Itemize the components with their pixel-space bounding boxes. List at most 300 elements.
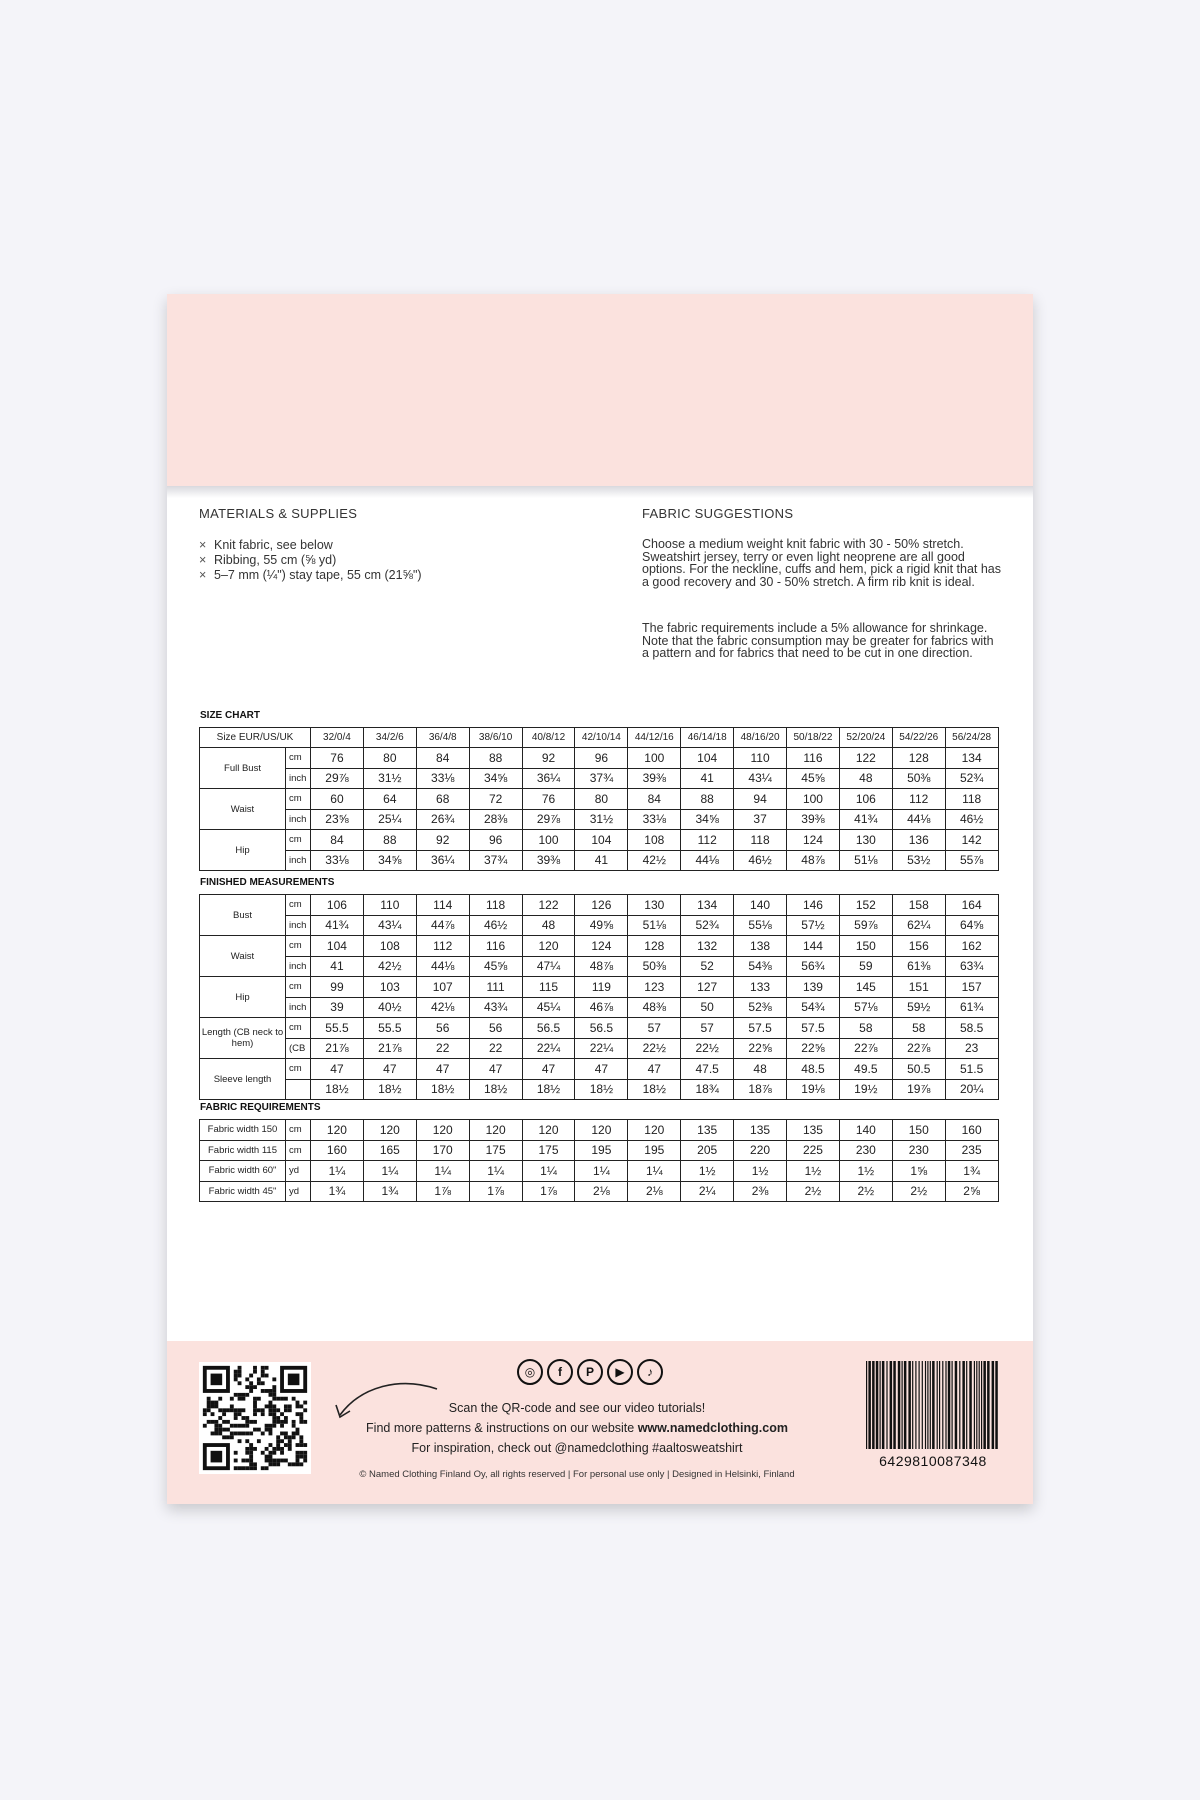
row-label: Fabric width 150 (200, 1120, 286, 1141)
value-cell: 56 (469, 1018, 522, 1039)
value-cell: 96 (469, 830, 522, 851)
unit-cell: cm (286, 895, 311, 916)
value-cell: 156 (892, 936, 945, 957)
value-cell: 120 (522, 1120, 575, 1141)
value-cell: 44⅛ (681, 850, 734, 871)
fabric-suggestions-title: FABRIC SUGGESTIONS (642, 506, 794, 521)
value-cell: 39 (311, 997, 364, 1018)
value-cell: 46½ (945, 809, 998, 830)
value-cell: 120 (628, 1120, 681, 1141)
value-cell: 21⅞ (311, 1038, 364, 1059)
value-cell: 23 (945, 1038, 998, 1059)
value-cell: 94 (734, 789, 787, 810)
value-cell: 1½ (839, 1161, 892, 1182)
value-cell: 43¼ (734, 768, 787, 789)
value-cell: 51.5 (945, 1059, 998, 1080)
value-cell: 28⅜ (469, 809, 522, 830)
value-cell: 43¼ (363, 915, 416, 936)
value-cell: 104 (575, 830, 628, 851)
value-cell: 39⅜ (787, 809, 840, 830)
barcode (864, 1361, 1002, 1449)
value-cell: 2¼ (681, 1181, 734, 1202)
instagram-icon[interactable]: ◎ (517, 1359, 543, 1385)
band-shadow (167, 486, 1033, 498)
value-cell: 22 (469, 1038, 522, 1059)
value-cell: 120 (522, 936, 575, 957)
value-cell: 57.5 (734, 1018, 787, 1039)
value-cell: 41¾ (311, 915, 364, 936)
fabric-allowance-text: The fabric requirements include a 5% allowance for shrinkage. Note that the fabric consumption may be greater for fabrics with a pattern and for fabrics that need to be cut in one direction. (642, 621, 994, 660)
size-header-cell: 40/8/12 (522, 728, 575, 748)
row-label: Waist (200, 789, 286, 830)
value-cell: 47 (469, 1059, 522, 1080)
size-header-cell: 42/10/14 (575, 728, 628, 748)
size-header-cell: 38/6/10 (469, 728, 522, 748)
value-cell: 18⅞ (734, 1079, 787, 1100)
value-cell: 42½ (363, 956, 416, 977)
row-label: Fabric width 115 (200, 1140, 286, 1161)
value-cell: 36¼ (522, 768, 575, 789)
value-cell: 120 (416, 1120, 469, 1141)
value-cell: 122 (839, 748, 892, 769)
unit-cell: cm (286, 748, 311, 769)
value-cell: 99 (311, 977, 364, 998)
value-cell: 53½ (892, 850, 945, 871)
value-cell: 120 (575, 1120, 628, 1141)
list-item: × Ribbing, 55 cm (⅝ yd) (199, 553, 337, 567)
value-cell: 1¾ (311, 1181, 364, 1202)
value-cell: 22⅞ (839, 1038, 892, 1059)
value-cell: 45⅝ (469, 956, 522, 977)
unit-cell: cm (286, 789, 311, 810)
value-cell: 220 (734, 1140, 787, 1161)
value-cell: 107 (416, 977, 469, 998)
pattern-envelope-back (167, 294, 1033, 1504)
value-cell: 49⅝ (575, 915, 628, 936)
value-cell: 48 (522, 915, 575, 936)
value-cell: 160 (311, 1140, 364, 1161)
value-cell: 45¼ (522, 997, 575, 1018)
value-cell: 23⅝ (311, 809, 364, 830)
table-header-row (200, 728, 999, 748)
value-cell: 152 (839, 895, 892, 916)
unit-cell: cm (286, 1120, 311, 1141)
value-cell: 128 (892, 748, 945, 769)
value-cell: 160 (945, 1120, 998, 1141)
value-cell: 157 (945, 977, 998, 998)
fabric-requirements-title: FABRIC REQUIREMENTS (200, 1102, 321, 1113)
value-cell: 19½ (839, 1079, 892, 1100)
value-cell: 47¼ (522, 956, 575, 977)
value-cell: 52¾ (945, 768, 998, 789)
row-label: Hip (200, 977, 286, 1018)
value-cell: 175 (522, 1140, 575, 1161)
value-cell: 46½ (734, 850, 787, 871)
value-cell: 2⅜ (734, 1181, 787, 1202)
value-cell: 114 (416, 895, 469, 916)
value-cell: 1⅞ (416, 1181, 469, 1202)
value-cell: 48 (734, 1059, 787, 1080)
value-cell: 56¾ (787, 956, 840, 977)
value-cell: 96 (575, 748, 628, 769)
value-cell: 225 (787, 1140, 840, 1161)
value-cell: 59 (839, 956, 892, 977)
value-cell: 39⅜ (522, 850, 575, 871)
value-cell: 18½ (628, 1079, 681, 1100)
table-row (200, 1059, 999, 1080)
value-cell: 50⅜ (628, 956, 681, 977)
value-cell: 1¼ (311, 1161, 364, 1182)
value-cell: 41¾ (839, 809, 892, 830)
value-cell: 51⅛ (839, 850, 892, 871)
value-cell: 18½ (522, 1079, 575, 1100)
value-cell: 138 (734, 936, 787, 957)
value-cell: 54⅜ (734, 956, 787, 977)
value-cell: 1¼ (363, 1161, 416, 1182)
value-cell: 63¾ (945, 956, 998, 977)
value-cell: 20¼ (945, 1079, 998, 1100)
value-cell: 136 (892, 830, 945, 851)
value-cell: 135 (787, 1120, 840, 1141)
value-cell: 108 (628, 830, 681, 851)
unit-cell: inch (286, 850, 311, 871)
value-cell: 54¾ (787, 997, 840, 1018)
value-cell: 57½ (787, 915, 840, 936)
value-cell: 19⅛ (787, 1079, 840, 1100)
value-cell: 134 (945, 748, 998, 769)
value-cell: 60 (311, 789, 364, 810)
value-cell: 52 (681, 956, 734, 977)
value-cell: 162 (945, 936, 998, 957)
value-cell: 106 (839, 789, 892, 810)
value-cell: 150 (892, 1120, 945, 1141)
value-cell: 132 (681, 936, 734, 957)
table-row (200, 748, 999, 769)
value-cell: 2⅛ (575, 1181, 628, 1202)
value-cell: 31½ (575, 809, 628, 830)
value-cell: 68 (416, 789, 469, 810)
value-cell: 55.5 (311, 1018, 364, 1039)
value-cell: 47 (522, 1059, 575, 1080)
value-cell: 47 (416, 1059, 469, 1080)
value-cell: 37 (734, 809, 787, 830)
row-label: Fabric width 60" (200, 1161, 286, 1182)
value-cell: 135 (734, 1120, 787, 1141)
value-cell: 1¼ (575, 1161, 628, 1182)
value-cell: 18¾ (681, 1079, 734, 1100)
table-row (200, 936, 999, 957)
unit-cell: (CB (286, 1038, 311, 1059)
website-line: Find more patterns & instructions on our website www.namedclothing.com (366, 1421, 788, 1435)
value-cell: 133 (734, 977, 787, 998)
value-cell: 205 (681, 1140, 734, 1161)
value-cell: 230 (839, 1140, 892, 1161)
value-cell: 120 (311, 1120, 364, 1141)
value-cell: 37¾ (575, 768, 628, 789)
value-cell: 1⅞ (522, 1181, 575, 1202)
value-cell: 47.5 (681, 1059, 734, 1080)
value-cell: 22⅞ (892, 1038, 945, 1059)
value-cell: 72 (469, 789, 522, 810)
table-row (200, 1079, 999, 1100)
value-cell: 1¼ (522, 1161, 575, 1182)
value-cell: 56.5 (522, 1018, 575, 1039)
unit-cell: inch (286, 997, 311, 1018)
unit-cell: inch (286, 809, 311, 830)
size-header-cell: 50/18/22 (787, 728, 840, 748)
qr-code[interactable] (199, 1362, 311, 1474)
value-cell: 22¼ (522, 1038, 575, 1059)
value-cell: 46⅞ (575, 997, 628, 1018)
value-cell: 80 (363, 748, 416, 769)
size-header-cell: 56/24/28 (945, 728, 998, 748)
value-cell: 64 (363, 789, 416, 810)
table-row (200, 768, 999, 789)
value-cell: 230 (892, 1140, 945, 1161)
value-cell: 1⅞ (469, 1181, 522, 1202)
unit-cell: cm (286, 1059, 311, 1080)
table-row (200, 789, 999, 810)
value-cell: 76 (311, 748, 364, 769)
value-cell: 150 (839, 936, 892, 957)
value-cell: 165 (363, 1140, 416, 1161)
value-cell: 104 (311, 936, 364, 957)
value-cell: 29⅞ (311, 768, 364, 789)
value-cell: 124 (787, 830, 840, 851)
size-header-cell: 48/16/20 (734, 728, 787, 748)
youtube-icon[interactable]: ▶ (607, 1359, 633, 1385)
value-cell: 45⅝ (787, 768, 840, 789)
value-cell: 22¼ (575, 1038, 628, 1059)
value-cell: 42½ (628, 850, 681, 871)
value-cell: 195 (575, 1140, 628, 1161)
unit-cell: cm (286, 830, 311, 851)
value-cell: 106 (311, 895, 364, 916)
table-row (200, 997, 999, 1018)
value-cell: 1¾ (945, 1161, 998, 1182)
table-row (200, 1140, 999, 1161)
list-item: × 5–7 mm (¼") stay tape, 55 cm (21⅝") (199, 568, 422, 582)
value-cell: 58.5 (945, 1018, 998, 1039)
value-cell: 110 (734, 748, 787, 769)
value-cell: 36¼ (416, 850, 469, 871)
value-cell: 56.5 (575, 1018, 628, 1039)
copyright-text: © Named Clothing Finland Oy, all rights reserved | For personal use only | Designed in Helsinki, Finland (359, 1469, 795, 1480)
value-cell: 88 (469, 748, 522, 769)
value-cell: 145 (839, 977, 892, 998)
website-link[interactable]: www.namedclothing.com (637, 1421, 788, 1435)
value-cell: 55.5 (363, 1018, 416, 1039)
table-row (200, 956, 999, 977)
barcode-number: 6429810087348 (879, 1453, 987, 1469)
value-cell: 84 (416, 748, 469, 769)
value-cell: 48⅞ (575, 956, 628, 977)
facebook-icon[interactable]: f (547, 1359, 573, 1385)
value-cell: 128 (628, 936, 681, 957)
value-cell: 2⅛ (628, 1181, 681, 1202)
value-cell: 34⅝ (681, 809, 734, 830)
value-cell: 42⅛ (416, 997, 469, 1018)
value-cell: 100 (628, 748, 681, 769)
value-cell: 64⅝ (945, 915, 998, 936)
value-cell: 1¼ (416, 1161, 469, 1182)
value-cell: 61¾ (945, 997, 998, 1018)
unit-cell: yd (286, 1181, 311, 1202)
table-row (200, 977, 999, 998)
row-label: Fabric width 45" (200, 1181, 286, 1202)
value-cell: 48 (839, 768, 892, 789)
value-cell: 119 (575, 977, 628, 998)
value-cell: 151 (892, 977, 945, 998)
value-cell: 1⅝ (892, 1161, 945, 1182)
value-cell: 41 (681, 768, 734, 789)
value-cell: 49.5 (839, 1059, 892, 1080)
value-cell: 130 (628, 895, 681, 916)
pinterest-icon[interactable]: P (577, 1359, 603, 1385)
value-cell: 142 (945, 830, 998, 851)
value-cell: 103 (363, 977, 416, 998)
value-cell: 22½ (681, 1038, 734, 1059)
value-cell: 57 (628, 1018, 681, 1039)
fabric-suggestions-text: Choose a medium weight knit fabric with 30 - 50% stretch. Sweatshirt jersey, terry or even light neoprene are all good options. For the neckline, cuffs and hem, pick a rigid knit that has a good recovery and 30 - 50% stretch. A firm rib knit is ideal. (642, 537, 1001, 589)
value-cell: 34⅝ (469, 768, 522, 789)
unit-cell: cm (286, 1140, 311, 1161)
value-cell: 1½ (734, 1161, 787, 1182)
value-cell: 58 (892, 1018, 945, 1039)
value-cell: 18½ (363, 1079, 416, 1100)
value-cell: 108 (363, 936, 416, 957)
value-cell: 59½ (892, 997, 945, 1018)
value-cell: 116 (787, 748, 840, 769)
value-cell: 84 (311, 830, 364, 851)
qr-caption: Scan the QR-code and see our video tutorials! (448, 1401, 706, 1415)
size-header-cell: 46/14/18 (681, 728, 734, 748)
size-chart-title: SIZE CHART (200, 710, 260, 721)
table-row (200, 1018, 999, 1039)
value-cell: 118 (734, 830, 787, 851)
table-row (200, 895, 999, 916)
value-cell: 175 (469, 1140, 522, 1161)
header-cell: Size EUR/US/UK (200, 728, 311, 748)
value-cell: 47 (363, 1059, 416, 1080)
value-cell: 22 (416, 1038, 469, 1059)
social-icons (517, 1359, 663, 1385)
value-cell: 37¾ (469, 850, 522, 871)
value-cell: 44⅛ (892, 809, 945, 830)
row-label: Waist (200, 936, 286, 977)
value-cell: 44⅞ (416, 915, 469, 936)
value-cell: 144 (787, 936, 840, 957)
row-label: Length (CB neck to hem) (200, 1018, 286, 1059)
value-cell: 21⅞ (363, 1038, 416, 1059)
value-cell: 235 (945, 1140, 998, 1161)
value-cell: 2½ (787, 1181, 840, 1202)
table-row (200, 1120, 999, 1141)
value-cell: 50⅜ (892, 768, 945, 789)
unit-cell: cm (286, 936, 311, 957)
value-cell: 18½ (575, 1079, 628, 1100)
value-cell: 48⅞ (787, 850, 840, 871)
value-cell: 100 (787, 789, 840, 810)
value-cell: 158 (892, 895, 945, 916)
value-cell: 47 (628, 1059, 681, 1080)
unit-cell (286, 1079, 311, 1100)
value-cell: 19⅞ (892, 1079, 945, 1100)
value-cell: 123 (628, 977, 681, 998)
table-row (200, 1161, 999, 1182)
value-cell: 18½ (469, 1079, 522, 1100)
value-cell: 57.5 (787, 1018, 840, 1039)
value-cell: 47 (575, 1059, 628, 1080)
size-header-cell: 52/20/24 (839, 728, 892, 748)
value-cell: 29⅞ (522, 809, 575, 830)
table-row (200, 850, 999, 871)
row-label: Hip (200, 830, 286, 871)
value-cell: 127 (681, 977, 734, 998)
value-cell: 170 (416, 1140, 469, 1161)
value-cell: 55⅞ (945, 850, 998, 871)
size-header-cell: 36/4/8 (416, 728, 469, 748)
value-cell: 61⅜ (892, 956, 945, 977)
value-cell: 124 (575, 936, 628, 957)
value-cell: 146 (787, 895, 840, 916)
value-cell: 88 (363, 830, 416, 851)
value-cell: 1¼ (628, 1161, 681, 1182)
value-cell: 195 (628, 1140, 681, 1161)
value-cell: 88 (681, 789, 734, 810)
value-cell: 55⅛ (734, 915, 787, 936)
value-cell: 112 (681, 830, 734, 851)
value-cell: 59⅞ (839, 915, 892, 936)
value-cell: 48⅜ (628, 997, 681, 1018)
value-cell: 1¾ (363, 1181, 416, 1202)
value-cell: 48.5 (787, 1059, 840, 1080)
value-cell: 1½ (787, 1161, 840, 1182)
materials-title: MATERIALS & SUPPLIES (199, 506, 358, 521)
value-cell: 22⅝ (734, 1038, 787, 1059)
value-cell: 25¼ (363, 809, 416, 830)
top-color-band (167, 294, 1033, 486)
unit-cell: cm (286, 977, 311, 998)
value-cell: 39⅜ (628, 768, 681, 789)
unit-cell: inch (286, 915, 311, 936)
value-cell: 34⅝ (363, 850, 416, 871)
footer-band (167, 1341, 1033, 1504)
value-cell: 18½ (311, 1079, 364, 1100)
value-cell: 1½ (681, 1161, 734, 1182)
value-cell: 2½ (892, 1181, 945, 1202)
value-cell: 51⅛ (628, 915, 681, 936)
row-label: Full Bust (200, 748, 286, 789)
finished-measurements-table (199, 894, 999, 1100)
value-cell: 43¾ (469, 997, 522, 1018)
tiktok-icon[interactable]: ♪ (637, 1359, 663, 1385)
value-cell: 57 (681, 1018, 734, 1039)
size-header-cell: 54/22/26 (892, 728, 945, 748)
value-cell: 120 (363, 1120, 416, 1141)
value-cell: 120 (469, 1120, 522, 1141)
value-cell: 1¼ (469, 1161, 522, 1182)
value-cell: 58 (839, 1018, 892, 1039)
value-cell: 41 (575, 850, 628, 871)
fabric-requirements-table (199, 1119, 999, 1202)
row-label: Bust (200, 895, 286, 936)
inspiration-line: For inspiration, check out @namedclothing #aaltosweatshirt (411, 1441, 743, 1455)
value-cell: 46½ (469, 915, 522, 936)
value-cell: 31½ (363, 768, 416, 789)
value-cell: 164 (945, 895, 998, 916)
value-cell: 84 (628, 789, 681, 810)
